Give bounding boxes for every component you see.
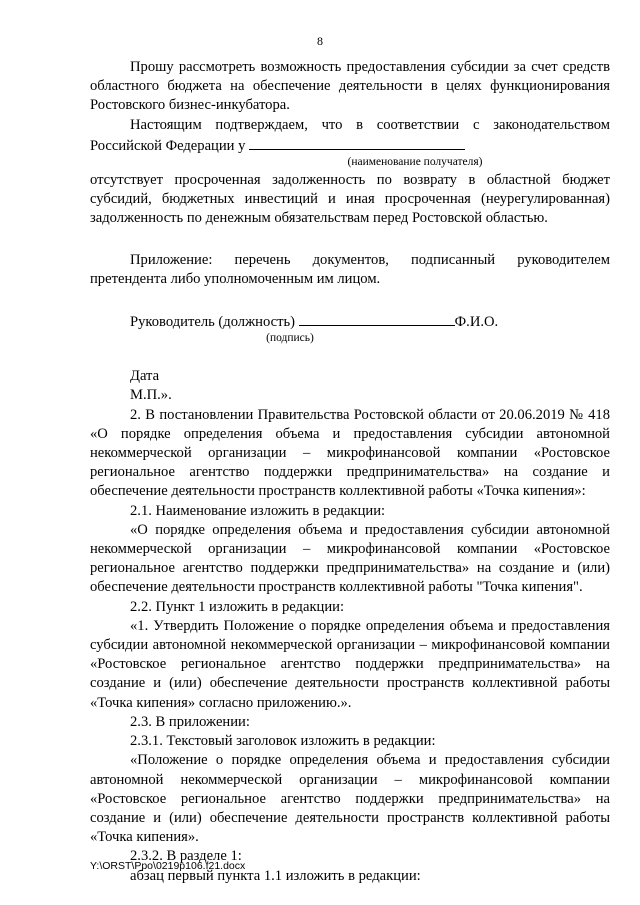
stamp-label: М.П.». — [130, 387, 172, 404]
paragraph-item-2-3: 2.3. В приложении: — [130, 713, 250, 730]
recipient-name-caption: (наименование получателя) — [347, 156, 483, 169]
document-body — [90, 58, 610, 886]
head-signature-line — [90, 311, 610, 332]
paragraph-confirmation — [90, 116, 610, 156]
head-label: Руководитель (должность) — [130, 314, 295, 331]
recipient-name-line — [249, 135, 465, 150]
paragraph-item-1-text: «1. Утвердить Положение о порядке определения объема и предоставления субсидии автономной некоммерческой организации – микрофинансовой компании «Ростовское региональное агентство поддержки предпринимательства» на создание и (или) обеспечение деятельности пространств коллективной работы «Точка кипения» согласно приложению.». — [90, 617, 610, 711]
confirmation-text: Настоящим подтверждаем, что в соответствии с законодательством Российской Федерации у — [90, 116, 610, 154]
paragraph-item-2: 2. В постановлении Правительства Ростовской области от 20.06.2019 № 418 «О порядке определения объема и предоставления субсидии автономной некоммерческой организации – микрофинансовой компании «Ростовское региональное агентство поддержки предпринимательства» на создание и обеспечение деятельности пространств коллективной работы «Точка кипения»: — [90, 406, 610, 500]
paragraph-no-debt: отсутствует просроченная задолженность по возврату в областной бюджет субсидий, бюджетных инвестиций и иная просроченная (неурегулированная) задолженность по денежным обязательствам перед Ростовской областью. — [90, 172, 610, 227]
paragraph-item-2-2: 2.2. Пункт 1 изложить в редакции: — [130, 598, 345, 615]
paragraph-request: Прошу рассмотреть возможность предоставления субсидии за счет средств областного бюджета на обеспечение деятельности в целях функционирования Ростовского бизнес-инкубатора. — [90, 59, 610, 114]
signature-caption: (подпись) — [266, 332, 314, 345]
paragraph-regulation-title: «Положение о порядке определения объема и предоставления субсидии автономной некоммерческой организации – микрофинансовой компании «Ростовское региональное агентство поддержки предпринимательства» на создание и (или) обеспечение деятельности пространств коллективной работы «Точка кипения». — [90, 752, 610, 846]
file-path-footer: Y:\ORST\Ppo\0219p106.f21.docx — [90, 860, 246, 872]
paragraph-new-title: «О порядке определения объема и предоставления субсидии автономной некоммерческой организации – микрофинансовой компании «Ростовское региональное агентство поддержки предпринимательства» на создание и (или) обеспечение деятельности пространств коллективной работы "Точка кипения". — [90, 521, 610, 596]
head-fio: Ф.И.О. — [454, 314, 499, 331]
page-number: 8 — [317, 34, 323, 48]
paragraph-item-2-3-2: 2.3.2. В разделе 1: — [130, 848, 242, 865]
signature-line — [299, 311, 455, 326]
paragraph-item-1-1: абзац первый пункта 1.1 изложить в редакции: — [130, 867, 421, 884]
paragraph-item-2-3-1: 2.3.1. Текстовый заголовок изложить в редакции: — [130, 733, 436, 750]
paragraph-appendix: Приложение: перечень документов, подписанный руководителем претендента либо уполномоченным им лицом. — [90, 251, 610, 287]
paragraph-item-2-1: 2.1. Наименование изложить в редакции: — [130, 502, 386, 519]
date-label: Дата — [130, 368, 160, 385]
